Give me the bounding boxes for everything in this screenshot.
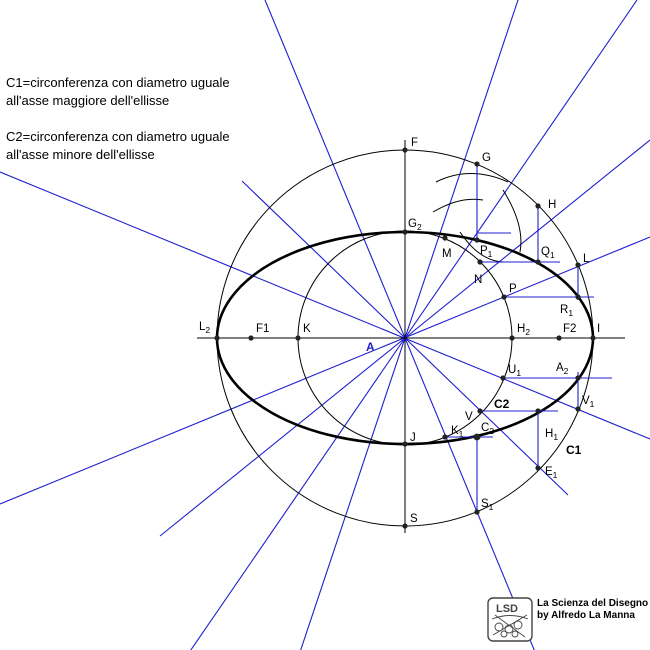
credit-line1: La Scienza del Disegno [537, 598, 649, 609]
construction-segments [445, 162, 612, 512]
label-G2: $G_2$ [408, 218, 422, 232]
label-F2: F2 [563, 323, 577, 335]
label-L: L [583, 253, 590, 265]
point-I [590, 335, 595, 340]
point-H [535, 203, 540, 208]
label-S: S [410, 513, 418, 525]
label-C1-circle: C1 [566, 443, 582, 457]
svg-text:LSD: LSD [496, 603, 518, 615]
label-G: G [482, 152, 491, 164]
label-Q1: $Q_1$ [541, 246, 555, 260]
label-K: K [303, 323, 311, 335]
point-H2 [509, 335, 514, 340]
point-K1 [442, 434, 447, 439]
credit [537, 598, 648, 622]
point-V [477, 408, 482, 413]
point-R1 [575, 294, 580, 299]
label-S1: $S_1$ [481, 498, 494, 512]
point-G [474, 161, 479, 166]
label-N: N [474, 274, 483, 286]
point-E1 [535, 465, 540, 470]
label-E1: $E_1$ [545, 466, 558, 480]
label-F1: F1 [256, 323, 270, 335]
point-U1 [500, 375, 505, 380]
point-K [295, 335, 300, 340]
point-L [575, 262, 580, 267]
point-M [442, 235, 447, 240]
arc [503, 190, 521, 252]
note-c2-line1: C2=circonferenza con diametro uguale [6, 129, 230, 144]
label-V: V [465, 411, 473, 423]
point-A2 [575, 375, 580, 380]
label-C2-circle: C2 [494, 397, 510, 411]
point-C2b [474, 434, 481, 441]
radial-line [0, 172, 650, 439]
point-C2 [535, 408, 540, 413]
point-V1 [575, 406, 580, 411]
label-K1: $K_1$ [451, 425, 464, 439]
note-c1-line2: all'asse maggiore dell'ellisse [6, 93, 170, 108]
label-A2: $A_2$ [556, 362, 569, 376]
note-c2-line2: all'asse minore dell'ellisse [6, 147, 155, 162]
label-C2-point: $C_2$ [481, 422, 495, 436]
point-J [402, 441, 407, 446]
label-H2: $H_2$ [517, 323, 531, 337]
radial-line [0, 237, 650, 504]
label-J: J [410, 432, 416, 444]
point-S1 [474, 509, 479, 514]
label-I: I [597, 323, 601, 335]
point-F [402, 147, 407, 152]
label-A: A [366, 340, 375, 354]
label-F: F [411, 137, 419, 149]
label-R1: $R_1$ [560, 304, 574, 318]
point-P [501, 294, 506, 299]
point-L2 [214, 335, 219, 340]
credit-line2: by Alfredo La Manna [537, 610, 635, 621]
label-U1: $U_1$ [508, 364, 522, 378]
label-P: P [509, 283, 517, 295]
note-c1-line1: C1=circonferenza con diametro uguale [6, 75, 230, 90]
arc [436, 174, 508, 183]
label-M: M [442, 248, 452, 260]
label-P1: $P_1$ [480, 245, 493, 259]
point-F2 [556, 335, 561, 340]
point-S [402, 523, 407, 528]
point-P1 [474, 237, 479, 242]
label-V1: $V_1$ [582, 395, 595, 409]
label-H1: $H_1$ [545, 428, 559, 442]
point-G2 [402, 229, 407, 234]
point-N [477, 259, 482, 264]
arc [433, 199, 483, 212]
label-L2: $L_2$ [199, 321, 211, 335]
point-Q1 [535, 259, 540, 264]
point-F1 [248, 335, 253, 340]
lsd-logo-icon [487, 597, 533, 642]
label-H: H [548, 199, 557, 211]
